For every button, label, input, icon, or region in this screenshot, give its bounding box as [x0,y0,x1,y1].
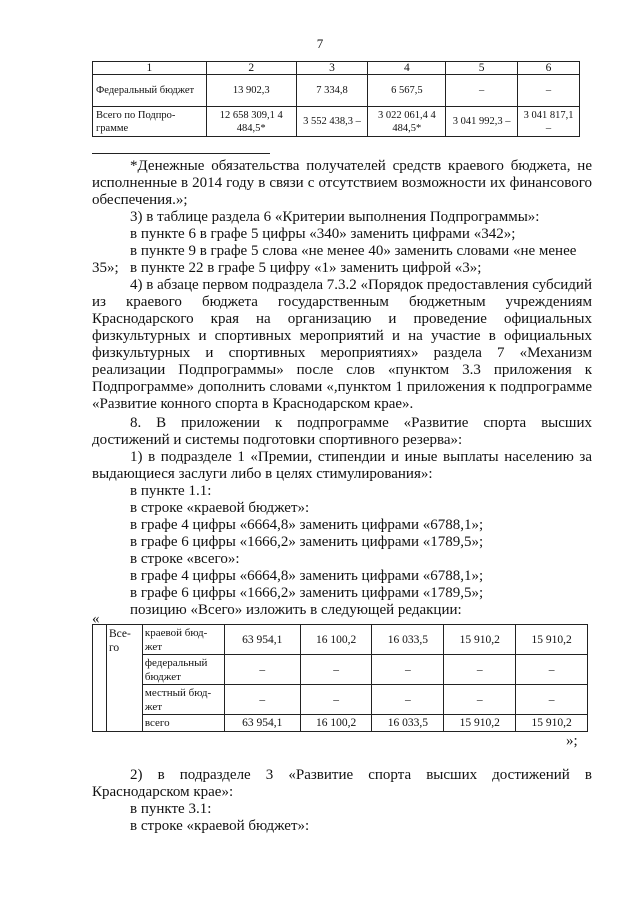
opening-quote: « [92,611,100,627]
footnote-rule [92,153,270,154]
table-row-total [93,715,588,732]
row-label: местный бюд-жет [142,685,224,715]
table-cell: 15 910,2 [516,625,588,655]
table-cell: 63 954,1 [224,715,300,732]
paragraph: 8. В приложении к подпрограмме «Развитие спорта высших достижений и системы подготовки спортивного резерва»: [92,415,592,448]
table-cell: 6 567,5 [368,75,446,107]
paragraph: в пункте 22 в графе 5 цифру «1» заменить цифрой «3»; [130,260,482,276]
paragraph: в графе 4 цифры «6664,8» заменить цифрами «6788,1»; [130,568,484,584]
column-header: 4 [368,62,446,75]
table-cell: – [300,655,372,685]
table-cell: – [300,685,372,715]
table-cell: 15 910,2 [444,715,516,732]
column-header: 5 [446,62,518,75]
row-label: краевой бюд-жет [142,625,224,655]
paragraph: 3) в таблице раздела 6 «Критерии выполнения Подпрограммы»: [130,209,540,225]
table-cell: 3 022 061,4 4 484,5* [368,107,446,137]
table-cell: – [224,685,300,715]
table-cell: 3 041 817,1 – [518,107,580,137]
table-row-local [93,685,588,715]
footnote: *Денежные обязательства получателей средств краевого бюджета, не исполненные в 2014 году в связи с отсутствием возможности их финансового обеспечения.»; [92,158,592,208]
table-cell: 63 954,1 [224,625,300,655]
paragraph: 4) в абзаце первом подраздела 7.3.2 «Порядок предоставления субсидий из краевого бюджета государственным бюджетным учреждениям Краснодарского края на организацию и проведение официальных физкультурных и спортивных мероприятий и на участие в официальных физкультурных и спортивных мероприятиях» раздела 7 «Механизм реализации Подпрограммы» после слов «пунктом 3.3 приложения к Подпрограмме» дополнить словами «,пунктом 1 приложения к подпрограмме «Развитие конного спорта в Краснодарском крае». [92,277,592,412]
table-cell: 7 334,8 [296,75,368,107]
paragraph: в пункте 6 в графе 5 цифры «340» заменить цифрами «342»; [130,226,516,242]
table-cell: – [444,685,516,715]
row-label: Федеральный бюджет [93,75,207,107]
row-label: федеральный бюджет [142,655,224,685]
paragraph: позицию «Всего» изложить в следующей редакции: [130,602,462,618]
table-cell: – [518,75,580,107]
paragraph: в строке «всего»: [130,551,240,567]
table-cell: 3 552 438,3 – [296,107,368,137]
column-header: 2 [206,62,296,75]
table-cell: 12 658 309,1 4 484,5* [206,107,296,137]
table-cell: – [516,685,588,715]
budget-table-continuation [92,61,580,137]
table-cell: 16 100,2 [300,715,372,732]
paragraph: в графе 6 цифры «1666,2» заменить цифрами «1789,5»; [130,534,484,550]
closing-quote: »; [566,733,578,749]
table-cell: – [444,655,516,685]
table-cell: – [372,685,444,715]
table-cell: – [224,655,300,685]
table-cell: 15 910,2 [444,625,516,655]
page-number: 7 [316,36,324,51]
table-row-total [93,107,580,137]
table-row-federal [93,75,580,107]
paragraph: в строке «краевой бюджет»: [130,500,310,516]
total-position-table [92,624,588,732]
table-cell: 15 910,2 [516,715,588,732]
paragraph: в пункте 9 в графе 5 слова «не менее 40» заменить словами «не менее 35»; [92,243,577,276]
paragraph: в пункте 1.1: [130,483,212,499]
paragraph: 2) в подразделе 3 «Развитие спорта высших достижений в Краснодарском крае»: [92,767,592,800]
paragraph: 1) в подразделе 1 «Премии, стипендии и иные выплаты населению за выдающиеся заслуги либо в целях стимулирования»: [92,449,592,482]
table-cell: – [516,655,588,685]
table-cell: 16 100,2 [300,625,372,655]
table-cell: – [446,75,518,107]
paragraph: в строке «краевой бюджет»: [130,818,310,834]
row-label: всего [142,715,224,732]
table-cell: 16 033,5 [372,625,444,655]
table-row-federal [93,655,588,685]
paragraph: в графе 4 цифры «6664,8» заменить цифрами «6788,1»; [130,517,484,533]
table-cell: 3 041 992,3 – [446,107,518,137]
group-label: Все-го [106,625,142,732]
row-label: Всего по Подпро-грамме [93,107,207,137]
paragraph: в графе 6 цифры «1666,2» заменить цифрами «1789,5»; [130,585,484,601]
table-row-regional [93,625,588,655]
table-cell: 13 902,3 [206,75,296,107]
table-header-row [93,62,580,75]
table-cell: 16 033,5 [372,715,444,732]
column-header: 3 [296,62,368,75]
paragraph: в пункте 3.1: [130,801,212,817]
column-header: 6 [518,62,580,75]
column-header: 1 [93,62,207,75]
empty-cell [93,625,107,732]
table-cell: – [372,655,444,685]
